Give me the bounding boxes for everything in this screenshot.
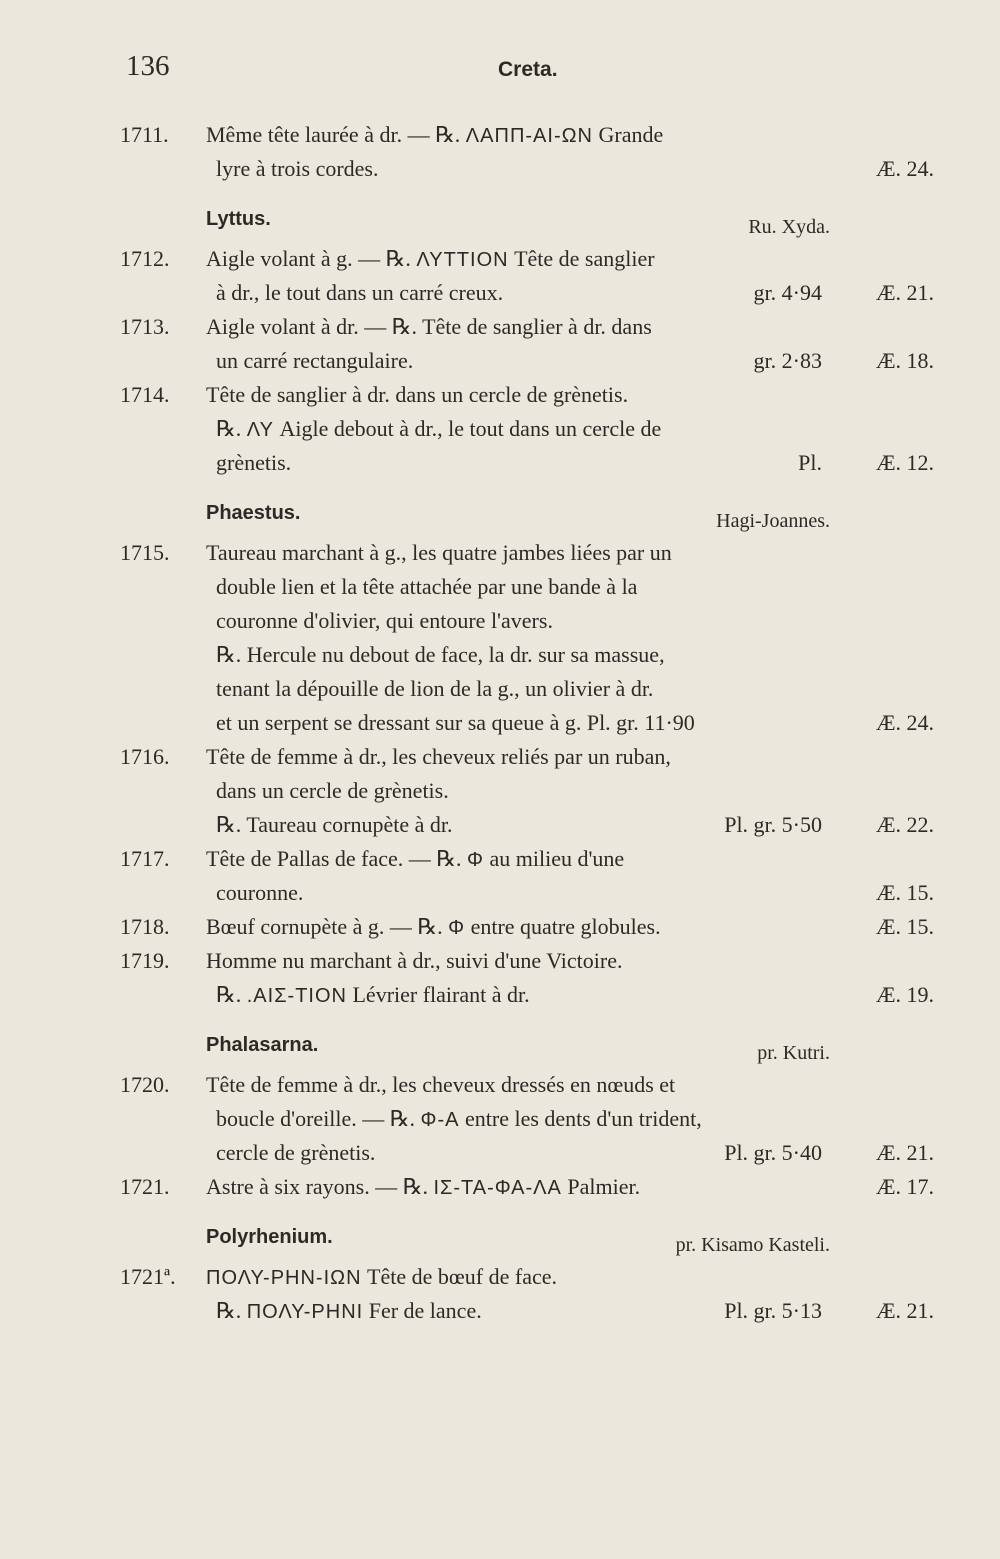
metal-size: Æ. 21. — [875, 1140, 934, 1165]
entry-number: 1715. — [120, 540, 170, 565]
city-heading: Phalasarna. — [206, 1034, 319, 1056]
entry-1718: 1718. Bœuf cornupète à g. — ℞. Φ entre quatre globules. Æ. 15. — [120, 910, 940, 944]
entry-number: 1718. — [120, 914, 170, 939]
entry-number: 1713. — [120, 314, 170, 339]
legend-greek: ΛΥ — [246, 419, 274, 441]
find-locality: Hagi-Joannes. — [716, 510, 830, 532]
find-locality: Ru. Xyda. — [748, 216, 830, 238]
find-locality: pr. Kutri. — [757, 1042, 830, 1064]
metal-size: Æ. 21. — [875, 1298, 934, 1323]
entry-1714: 1714. Tête de sanglier à dr. dans un cercle de grènetis. ℞. ΛΥ Aigle debout à dr., le tout dans un cercle de grènetis. Pl. Æ. 12. — [120, 378, 940, 480]
page-number: 136 — [126, 50, 170, 82]
city-heading: Polyrhenium. — [206, 1226, 333, 1248]
legend-greek: ΛΑΠΠ-ΑΙ-ΩΝ — [465, 125, 593, 147]
entry-1712: 1712. Aigle volant à g. — ℞. ΛΥΤΤΙΟΝ Tête de sanglier à dr., le tout dans un carré creux. gr. 4·94 Æ. 21. — [120, 242, 940, 310]
metal-size: Æ. 24. — [875, 156, 934, 181]
metal-size: Æ. 24. — [875, 710, 934, 735]
section-phalasarna — [120, 1028, 940, 1068]
metal-size: Æ. 22. — [875, 812, 934, 837]
city-heading: Lyttus. — [206, 208, 271, 230]
section-polyrhenium — [120, 1220, 940, 1260]
metal-size: Æ. 18. — [875, 348, 934, 373]
weight: gr. 4·94 — [753, 280, 822, 305]
metal-size: Æ. 19. — [875, 982, 934, 1007]
running-title: Creta. — [498, 58, 558, 81]
weight: Pl. gr. 5·40 — [724, 1140, 822, 1165]
metal-size: Æ. 17. — [875, 1174, 934, 1199]
legend-greek: ΙΣ-ΤΑ-ΦΑ-ΛΑ — [433, 1177, 562, 1199]
section-phaestus — [120, 496, 940, 536]
entry-number: 1711. — [120, 122, 169, 147]
metal-size: Æ. 21. — [875, 280, 934, 305]
catalogue-entries — [120, 118, 940, 1328]
entry-1716: 1716. Tête de femme à dr., les cheveux reliés par un ruban, dans un cercle de grènetis. ℞. Taureau cornupète à dr. Pl. gr. 5·50 Æ. 22. — [120, 740, 940, 842]
metal-size: Æ. 15. — [875, 880, 934, 905]
legend-greek: ΛΥΤΤΙΟΝ — [416, 249, 509, 271]
find-locality: pr. Kisamo Kasteli. — [675, 1234, 830, 1256]
entry-number: 1714. — [120, 382, 170, 407]
legend-greek: ΠΟΛΥ-ΡΗΝ-ΙΩΝ — [206, 1267, 362, 1289]
entry-1717: 1717. Tête de Pallas de face. — ℞. Φ au milieu d'une couronne. Æ. 15. — [120, 842, 940, 910]
entry-number: 1716. — [120, 744, 170, 769]
entry-number: 1720. — [120, 1072, 170, 1097]
section-lyttus — [120, 202, 940, 242]
weight: Pl. gr. 5·13 — [724, 1298, 822, 1323]
entry-1721a: 1721ª. ΠΟΛΥ-ΡΗΝ-ΙΩΝ Tête de bœuf de face. ℞. ΠΟΛΥ-ΡΗΝΙ Fer de lance. Pl. gr. 5·13 Æ. 21. — [120, 1260, 940, 1328]
weight: gr. 2·83 — [753, 348, 822, 373]
entry-number: 1721. — [120, 1174, 170, 1199]
entry-1720: 1720. Tête de femme à dr., les cheveux dressés en nœuds et boucle d'oreille. — ℞. Φ-Α entre les dents d'un trident, cercle de grènetis. Pl. gr. 5·40 Æ. 21. — [120, 1068, 940, 1170]
entry-1715: 1715. Taureau marchant à g., les quatre jambes liées par un double lien et la tête attachée par une bande à la couronne d'olivier, qui entoure l'avers. ℞. Hercule nu debout de face, la dr. sur sa massue, tenant la dépouille de lion de la g., un olivier à dr. et un serpent se dressant sur sa queue à g. Pl. gr. 11·90 Æ. 24. — [120, 536, 940, 740]
city-heading: Phaestus. — [206, 502, 301, 524]
entry-1719: 1719. Homme nu marchant à dr., suivi d'une Victoire. ℞. .ΑΙΣ-ΤΙΟΝ Lévrier flairant à dr. Æ. 19. — [120, 944, 940, 1012]
entry-number: 1712. — [120, 246, 170, 271]
entry-number: 1719. — [120, 948, 170, 973]
entry-number: 1717. — [120, 846, 170, 871]
entry-1711: 1711. Même tête laurée à dr. — ℞. ΛΑΠΠ-ΑΙ-ΩΝ Grande lyre à trois cordes. Æ. 24. — [120, 118, 940, 186]
entry-1713: 1713. Aigle volant à dr. — ℞. Tête de sanglier à dr. dans un carré rectangulaire. gr. 2·83 Æ. 18. — [120, 310, 940, 378]
legend-greek: Φ — [448, 917, 466, 939]
legend-greek: Φ-Α — [420, 1109, 460, 1131]
plate-reference: Pl. — [798, 450, 822, 475]
legend-greek: Φ — [467, 849, 484, 871]
entry-1721: 1721. Astre à six rayons. — ℞. ΙΣ-ΤΑ-ΦΑ-ΛΑ Palmier. Æ. 17. — [120, 1170, 940, 1204]
entry-number: 1721ª. — [120, 1264, 176, 1289]
metal-size: Æ. 15. — [875, 914, 934, 939]
metal-size: Æ. 12. — [875, 450, 934, 475]
legend-greek: .ΑΙΣ-ΤΙΟΝ — [246, 985, 347, 1007]
weight: Pl. gr. 5·50 — [724, 812, 822, 837]
legend-greek: ΠΟΛΥ-ΡΗΝΙ — [246, 1301, 364, 1323]
